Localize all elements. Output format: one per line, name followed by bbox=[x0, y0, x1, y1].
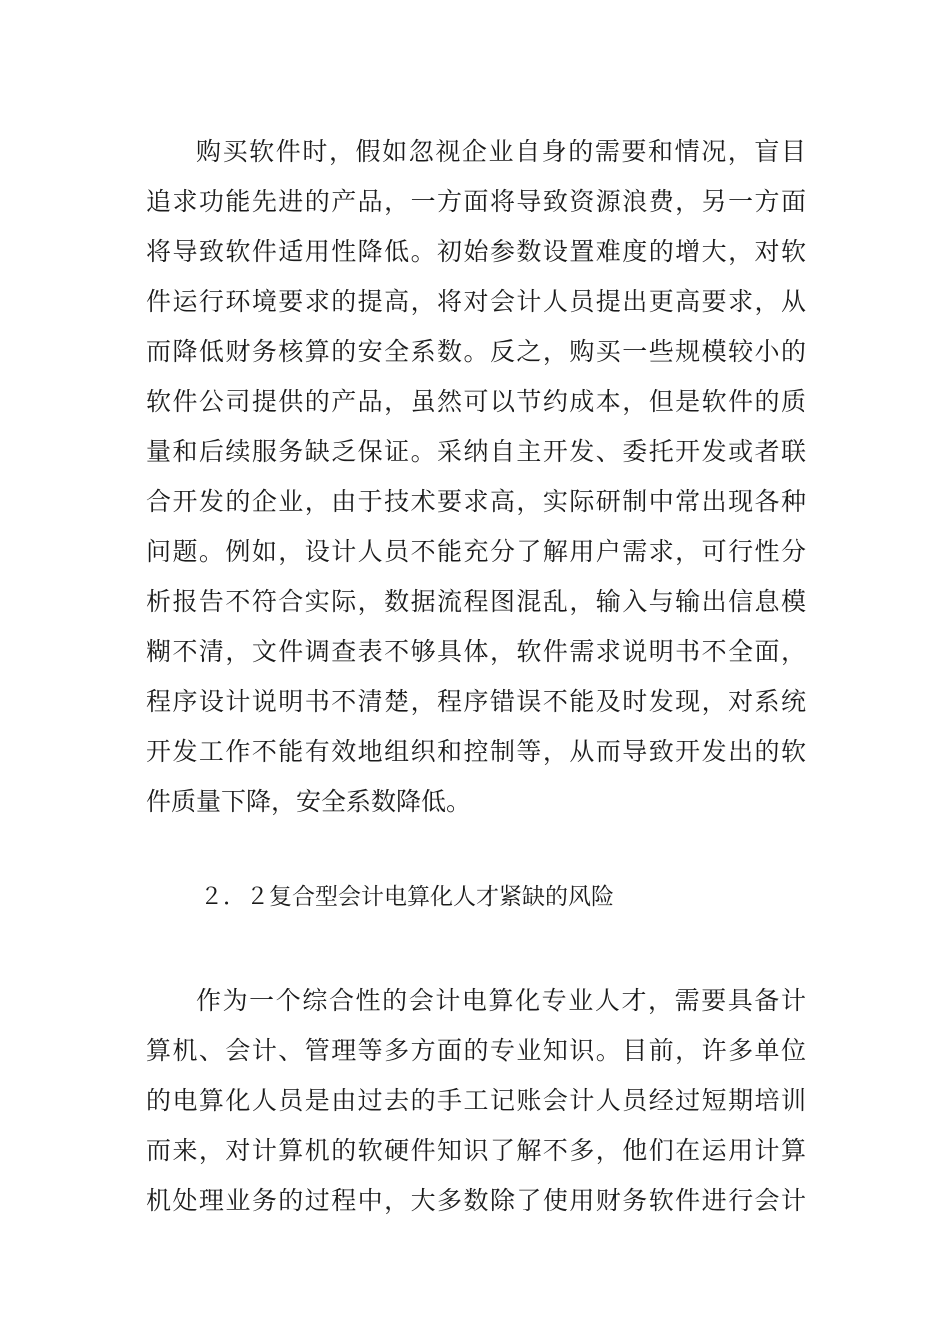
paragraph-line: 量和后续服务缺乏保证。采纳自主开发、委托开发或者联 bbox=[146, 437, 806, 466]
paragraph-line: 作为一个综合性的会计电算化专业人才，需要具备计 bbox=[196, 986, 806, 1015]
paragraph-line: 算机、会计、管理等多方面的专业知识。目前，许多单位 bbox=[146, 1036, 806, 1065]
paragraph-line: 糊不清，文件调查表不够具体，软件需求说明书不全面， bbox=[146, 637, 806, 666]
paragraph-line: 的电算化人员是由过去的手工记账会计人员经过短期培训 bbox=[146, 1086, 806, 1115]
paragraph-line: 开发工作不能有效地组织和控制等，从而导致开发出的软 bbox=[146, 737, 806, 766]
paragraph-line: 将导致软件适用性降低。初始参数设置难度的增大，对软 bbox=[146, 237, 806, 266]
paragraph-line: 件运行环境要求的提高，将对会计人员提出更高要求，从 bbox=[146, 287, 806, 316]
paragraph-line: 购买软件时，假如忽视企业自身的需要和情况，盲目 bbox=[196, 137, 806, 166]
paragraph-line: 软件公司提供的产品，虽然可以节约成本，但是软件的质 bbox=[146, 387, 806, 416]
paragraph-line: 合开发的企业，由于技术要求高，实际研制中常出现各种 bbox=[146, 487, 806, 516]
paragraph-line: 问题。例如，设计人员不能充分了解用户需求，可行性分 bbox=[146, 537, 806, 566]
body-paragraph-talent-risk bbox=[146, 976, 806, 1226]
body-paragraph-software-risk bbox=[146, 127, 806, 827]
paragraph-line: 件质量下降，安全系数降低。 bbox=[146, 787, 472, 816]
section-heading: ２．２复合型会计电算化人才紧缺的风险 bbox=[200, 884, 614, 910]
paragraph-line: 而降低财务核算的安全系数。反之，购买一些规模较小的 bbox=[146, 337, 806, 366]
paragraph-line: 而来，对计算机的软硬件知识了解不多，他们在运用计算 bbox=[146, 1136, 806, 1165]
paragraph-line: 追求功能先进的产品，一方面将导致资源浪费，另一方面 bbox=[146, 187, 806, 216]
paragraph-line: 程序设计说明书不清楚，程序错误不能及时发现，对系统 bbox=[146, 687, 806, 716]
paragraph-line: 机处理业务的过程中，大多数除了使用财务软件进行会计 bbox=[146, 1186, 806, 1215]
paragraph-line: 析报告不符合实际，数据流程图混乱，输入与输出信息模 bbox=[146, 587, 806, 616]
